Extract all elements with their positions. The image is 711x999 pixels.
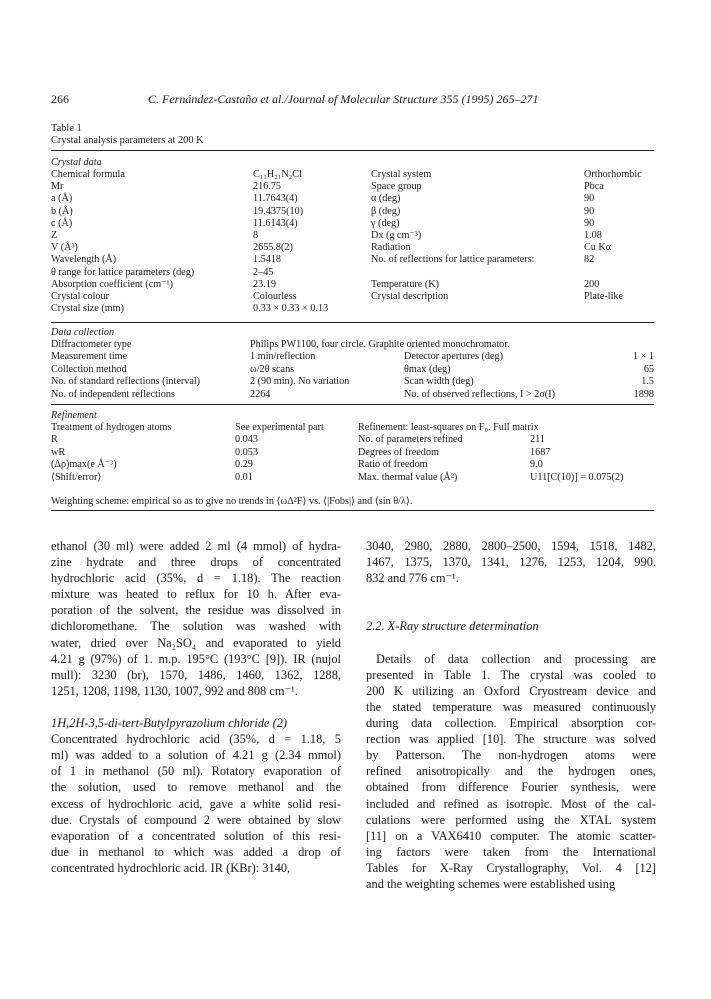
table-caption: Crystal analysis parameters at 200 K: [51, 135, 204, 146]
text-line: the solution, used to remove methanol and the: [51, 780, 341, 795]
table-cell-l1: Z: [51, 230, 58, 241]
text-line: mixture was heated to reflux for 10 h. After eva-: [51, 587, 341, 602]
left-text-column: [51, 538, 341, 876]
text-line: ml) was added to a solution of 4.21 g (2.34 mmol): [51, 748, 341, 763]
table-cell-v1: C₁₁H₂₁N₂Cl: [253, 169, 302, 180]
table-cell-v2: 9.0: [530, 459, 543, 471]
table-cell-l2: θmax (deg): [404, 363, 451, 375]
table-cell-l1: ⟨Shift/error⟩: [51, 471, 102, 483]
right-text-column: [366, 538, 656, 892]
text-line: included and refined as isotropic. Most of the cal-: [366, 796, 656, 811]
table-cell-l1: R: [51, 434, 58, 446]
table-cell-l2: Degrees of freedom: [358, 446, 439, 458]
text-line: mull): 3230 (br), 1570, 1486, 1460, 1362, 1288,: [51, 667, 341, 682]
table-cell-v1: 0.053: [235, 446, 258, 458]
text-line: of 1 in methanol (50 ml). Rotatory evaporation of: [51, 764, 341, 779]
table-cell-l2: Crystal system: [371, 169, 432, 180]
table-cell-l1: Wavelength (Å): [51, 254, 117, 266]
table-cell-v1: 2 (90 min). No variation: [250, 376, 350, 388]
table-cell-v2: Cu Kα: [584, 242, 612, 254]
text-line: 832 and 776 cm⁻¹.: [366, 571, 459, 586]
table-cell-l2: γ (deg): [371, 217, 400, 229]
table-cell-v1: 0.043: [235, 434, 258, 446]
table-cell-v2: 90: [584, 217, 595, 229]
table-cell-l1: b (Å): [51, 205, 73, 217]
table-cell-l1: Absorption coefficient (cm⁻¹): [51, 278, 173, 290]
text-line: the stated temperature was measured continuously: [366, 699, 656, 714]
table-cell-l2: No. of reflections for lattice parameters:: [371, 254, 535, 266]
weighting-scheme-note: Weighting scheme: empirical so as to give no trends in ⟨ωΔ²F⟩ vs. ⟨|Fobs|⟩ and ⟨sin θ/λ⟩.: [51, 496, 413, 507]
table-cell-v2: 1.5: [641, 376, 654, 388]
text-line: evaporation of a concentrated solution of this resi-: [51, 828, 341, 843]
table-cell-l1: (Δρ)max(e Å⁻³): [51, 459, 117, 471]
table-cell-v1: Colourless: [253, 291, 297, 302]
text-line: concentrated hydrochloric acid. IR (KBr): 3140,: [51, 860, 291, 875]
table-cell-l1: V (Å³): [51, 242, 78, 254]
section-title-crystal-data: Crystal data: [51, 157, 102, 168]
text-line: rection was applied [10]. The structure was solved: [366, 732, 656, 747]
table-cell-l2: Temperature (K): [371, 278, 440, 290]
table-cell-v1: 11.7643(4): [253, 193, 298, 205]
text-line: [366, 586, 656, 602]
table-cell-v2: 211: [530, 434, 545, 446]
text-line: poration of the solvent, the residue was dissolved in: [51, 603, 341, 618]
table-cell-v2: 1.08: [584, 230, 602, 241]
table-top-rule: [51, 150, 654, 151]
text-line: [366, 602, 656, 618]
table-cell-l1: Crystal colour: [51, 291, 110, 302]
table-cell-v1: 0.33 × 0.33 × 0.13: [253, 303, 329, 315]
text-line: due. Crystals of compound 2 were obtained by slow: [51, 812, 341, 827]
text-line: and the weighting schemes were established using: [366, 876, 616, 891]
text-line: 2.2. X-Ray structure determination: [366, 619, 539, 634]
table-cell-v2: Pbca: [584, 181, 604, 193]
text-line: ethanol (30 ml) were added 2 ml (4 mmol) of hydra-: [51, 539, 341, 553]
table-cell-v2: 90: [584, 193, 595, 205]
table-cell-l1: a (Å): [51, 193, 73, 205]
table-cell-l1: Chemical formula: [51, 169, 125, 180]
text-line: Tables for X-Ray Crystallography, Vol. 4 [12]: [366, 860, 656, 875]
table-cell-l1: Mr: [51, 181, 64, 193]
table-cell-l1: Crystal size (mm): [51, 303, 124, 315]
table-cell-v1: 2264: [250, 388, 271, 400]
table-cell-v1: Philips PW1100, four circle. Graphite oriented monochromator.: [250, 339, 510, 350]
text-line: 200 K utilizing an Oxford Cryostream device and: [366, 683, 656, 698]
table-cell-v1: 8: [253, 230, 259, 241]
table-cell-l2: Ratio of freedom: [358, 459, 428, 471]
table-cell-l2: Space group: [371, 181, 422, 193]
table-label: Table 1: [51, 123, 82, 134]
table-cell-v2: Plate-like: [584, 291, 624, 302]
table-cell-v1: 2655.8(2): [253, 242, 293, 254]
text-line: 1467, 1375, 1370, 1341, 1276, 1253, 1204, 990.: [366, 555, 656, 570]
table-divider-2: [51, 404, 654, 405]
text-line: [11] on a VAX6410 computer. The atomic scatter-: [366, 828, 656, 843]
table-cell-l2: Max. thermal value (Å²): [358, 471, 458, 483]
table-cell-v2: U11[C(10)] = 0.075(2): [530, 471, 624, 483]
table-cell-l2: β (deg): [371, 205, 401, 217]
text-line: hydrochloric acid (35%, d = 1.18). The reaction: [51, 571, 341, 586]
table-cell-l2: Scan width (deg): [404, 376, 474, 388]
table-cell-v1: 1.5418: [253, 254, 282, 266]
table-cell-v1: 23.19: [253, 278, 276, 290]
section-title-data-collection: Data collection: [51, 327, 115, 338]
text-line: Concentrated hydrochloric acid (35%, d = 1.18, 5: [51, 732, 341, 747]
text-line: zine hydrate and three drops of concentrated: [51, 555, 341, 570]
table-cell-v1: 2–45: [253, 266, 274, 278]
text-line: due in methanol to which was added a drop of: [51, 844, 341, 859]
table-cell-v2: 1687: [530, 446, 551, 458]
table-cell-l1: c (Å): [51, 217, 73, 229]
table-cell-v1: 1 min/reflection: [250, 351, 316, 363]
text-line: [366, 635, 656, 651]
table-cell-l1: Treatment of hydrogen atoms: [51, 422, 172, 433]
text-line: refined anisotropically and the hydrogen ones,: [366, 764, 656, 779]
table-cell-l1: Diffractometer type: [51, 339, 132, 350]
table-cell-l2: Radiation: [371, 242, 411, 254]
text-line: Details of data collection and processing are: [376, 651, 656, 666]
table-cell-v1: ω/2θ scans: [250, 363, 295, 375]
table-cell-v1: 0.01: [235, 471, 253, 483]
table-divider-1: [51, 322, 654, 323]
table-bottom-rule: [51, 510, 654, 511]
table-cell-l1: wR: [51, 446, 66, 458]
text-line: 4.21 g (97%) of 1. m.p. 195°C (193°C [9]). IR (nujol: [51, 651, 341, 666]
table-cell-v2: 90: [584, 205, 595, 217]
table-cell-v2: 65: [643, 363, 654, 375]
table-cell-v2: Orthorhombic: [584, 169, 642, 180]
text-line: 1H,2H-3,5-di-tert-Butylpyrazolium chloride (2): [51, 716, 288, 731]
text-line: water, dried over Na₂SO₄ and evaporated to yield: [51, 635, 341, 650]
text-line: [51, 699, 341, 715]
table-cell-v1: 11.6143(4): [253, 217, 298, 229]
table-cell-l2: α (deg): [371, 193, 401, 205]
text-line: 3040, 2980, 2880, 2800–2500, 1594, 1518, 1482,: [366, 539, 656, 553]
text-line: culations were performed using the XTAL system: [366, 812, 656, 827]
page-number: 266: [51, 92, 69, 106]
text-line: by Patterson. The non-hydrogen atoms were: [366, 748, 656, 763]
text-line: presented in Table 1. The crystal was cooled to: [366, 667, 656, 682]
table-cell-l2: Detector apertures (deg): [404, 351, 503, 363]
table-cell-l1: Measurement time: [51, 351, 128, 363]
text-line: ing factors were taken from the International: [366, 844, 656, 859]
table-cell-v1: 216.75: [253, 181, 282, 193]
table-cell-l1: Collection method: [51, 363, 127, 375]
table-cell-v2: 1 × 1: [632, 351, 654, 363]
table-cell-v1: 19.4375(10): [253, 205, 304, 217]
text-line: during data collection. Empirical absorption cor-: [366, 716, 656, 731]
table-cell-v2: 1898: [633, 388, 654, 400]
table-cell-v1: 0.29: [235, 459, 253, 471]
table-cell-l2: No. of parameters refined: [358, 434, 463, 446]
running-head: C. Fernández-Castaño et al./Journal of Molecular Structure 355 (1995) 265–271: [148, 92, 539, 106]
table-cell-v2: 82: [584, 254, 595, 266]
text-line: 1251, 1208, 1198, 1130, 1007, 992 and 808 cm⁻¹.: [51, 683, 298, 698]
table-cell-v2: 200: [584, 278, 600, 290]
table-cell-l2: Crystal description: [371, 291, 449, 302]
table-cell-l2: Refinement: least-squares on F₀. Full matrix: [358, 422, 539, 433]
text-line: dichloromethane. The solution was washed with: [51, 619, 341, 634]
table-cell-l1: No. of standard reflections (interval): [51, 376, 201, 388]
table-cell-l1: No. of independent reflections: [51, 388, 175, 400]
table-cell-l2: Dx (g cm⁻³): [371, 230, 422, 241]
table-cell-v1: See experimental part: [235, 422, 324, 433]
text-line: excess of hydrochloric acid, gave a white solid resi-: [51, 796, 341, 811]
table-cell-l2: No. of observed reflections, I > 2σ(I): [404, 388, 555, 400]
section-title-refinement: Refinement: [51, 410, 97, 421]
text-line: obtained from difference Fourier synthesis, were: [366, 780, 656, 795]
table-cell-l1: θ range for lattice parameters (deg): [51, 266, 195, 278]
